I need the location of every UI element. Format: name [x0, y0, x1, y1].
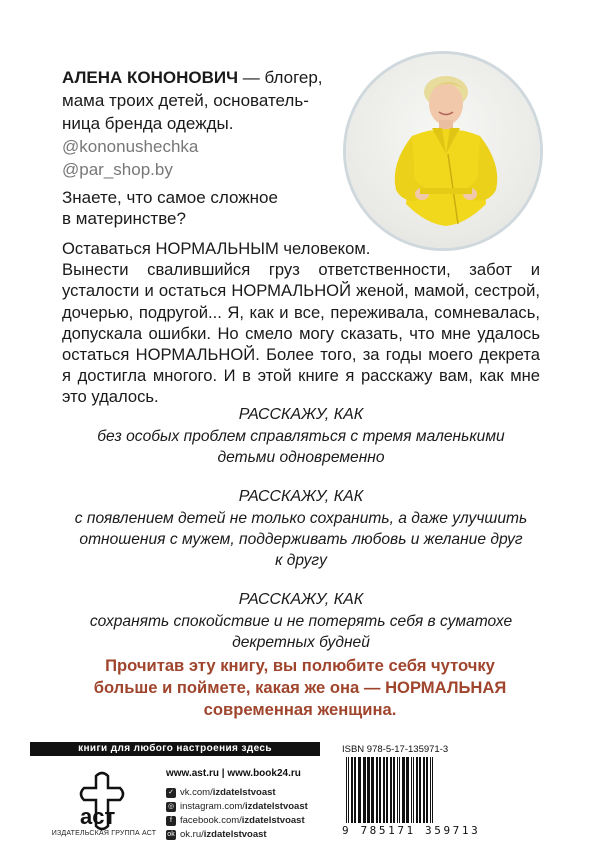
- barcode-bar: [411, 757, 412, 823]
- barcode-bar: [358, 757, 361, 823]
- author-desc-2: мама троих детей, основатель-: [62, 91, 309, 110]
- barcode-bar: [363, 757, 366, 823]
- barcode-bar: [402, 757, 405, 823]
- closing-line-3: современная женщина.: [203, 700, 397, 719]
- barcode-bar: [348, 757, 349, 823]
- author-desc-3: ница бренда одежды.: [62, 114, 234, 133]
- barcode-bar: [430, 757, 431, 823]
- barcode-bar: [432, 757, 433, 823]
- author-illustration: [346, 54, 540, 248]
- facebook-icon: f: [166, 816, 176, 826]
- vk-icon: ✓: [166, 788, 176, 798]
- author-intro: [62, 66, 362, 181]
- instagram-handle-shop[interactable]: @par_shop.by: [62, 160, 173, 179]
- instagram-handle-author[interactable]: @kononushechka: [62, 137, 199, 156]
- question: [62, 187, 282, 229]
- ast-logo-caption: ИЗДАТЕЛЬСКАЯ ГРУППА АСТ: [51, 830, 157, 837]
- closing-statement: [40, 655, 560, 721]
- barcode: [342, 757, 526, 823]
- social-link-ok[interactable]: ok ok.ru/izdatelstvoast: [167, 829, 267, 840]
- promise-text: без особых проблем справляться с тремя маленькими: [97, 428, 505, 445]
- barcode-bar: [346, 757, 347, 823]
- social-link-facebook[interactable]: f facebook.com/izdatelstvoast: [166, 814, 308, 828]
- closing-line-1: Прочитав эту книгу, вы полюбите себя чуточку: [105, 656, 495, 675]
- barcode-bar: [351, 757, 353, 823]
- social-links: [166, 786, 308, 842]
- promise-text: детьми одновременно: [217, 449, 385, 466]
- social-link-vk[interactable]: ✓ vk.com/izdatelstvoast: [166, 786, 308, 800]
- barcode-bar: [383, 757, 385, 823]
- barcode-bar: [376, 757, 378, 823]
- barcode-bar: [416, 757, 418, 823]
- publisher-banner: книги для любого настроения здесь: [30, 742, 320, 756]
- ok-icon: ok: [167, 831, 175, 838]
- barcode-bar: [371, 757, 374, 823]
- promise-block: [62, 589, 540, 653]
- promise-blocks: [62, 404, 540, 671]
- barcode-bar: [406, 757, 409, 823]
- author-desc-1: — блогер,: [238, 68, 323, 87]
- barcode-bar: [379, 757, 381, 823]
- promise-text: с появлением детей не только сохранить, а даже улучшить: [74, 510, 528, 527]
- barcode-bar: [423, 757, 425, 823]
- instagram-icon: ◎: [167, 803, 175, 810]
- promise-text: декретных будней: [232, 634, 370, 651]
- social-link-instagram[interactable]: ◎ instagram.com/izdatelstvoast: [167, 801, 308, 812]
- publisher-sites[interactable]: www.ast.ru | www.book24.ru: [166, 768, 301, 779]
- closing-line-2: больше и поймете, какая же она — НОРМАЛЬНАЯ: [93, 678, 507, 697]
- barcode-bar: [413, 757, 414, 823]
- promise-text: отношения с мужем, поддерживать любовь и желание друг: [79, 531, 523, 548]
- promise-heading: РАССКАЖУ, КАК: [238, 406, 364, 423]
- body-paragraph: Вынести свалившийся груз ответственности, забот и усталости и остаться НОРМАЛЬНОЙ женой, мамой, сестрой, дочерью, подругой... Я, как и все, переживала, сомневалась, допускала ошибки. Но смело могу сказать, что мне удалось остаться НОРМАЛЬНОЙ. Более того, за годы моего декрета я достигла многого. И в этой книге я расскажу вам, как мне это удалось.: [62, 260, 540, 407]
- question-line-2: в материнстве?: [62, 209, 186, 228]
- barcode-bar: [367, 757, 370, 823]
- promise-text: сохранять спокойствие и не потерять себя в суматохе: [89, 613, 513, 630]
- promise-block: [62, 486, 540, 571]
- promise-heading: РАССКАЖУ, КАК: [238, 591, 364, 608]
- promise-text: к другу: [275, 552, 327, 569]
- promise-block: [62, 404, 540, 468]
- barcode-bar: [399, 757, 400, 823]
- promise-heading: РАССКАЖУ, КАК: [238, 488, 364, 505]
- author-name: АЛЕНА КОНОНОВИЧ: [62, 68, 239, 87]
- barcode-bar: [397, 757, 398, 823]
- ast-logo-mark: [62, 770, 142, 832]
- barcode-bar: [426, 757, 428, 823]
- barcode-bar: [386, 757, 388, 823]
- barcode-number: 9 785171 359713: [342, 824, 481, 837]
- barcode-bar: [390, 757, 392, 823]
- body-text: [62, 238, 540, 408]
- ast-logo: [62, 770, 142, 832]
- ast-logo-text: аст: [80, 804, 116, 829]
- author-photo: [346, 54, 540, 248]
- barcode-bar: [419, 757, 421, 823]
- barcode-bar: [354, 757, 356, 823]
- isbn: ISBN 978-5-17-135971-3: [342, 744, 449, 755]
- question-line-1: Знаете, что самое сложное: [62, 188, 278, 207]
- body-line-1: Оставаться НОРМАЛЬНЫМ человеком.: [62, 239, 371, 258]
- barcode-bar: [393, 757, 395, 823]
